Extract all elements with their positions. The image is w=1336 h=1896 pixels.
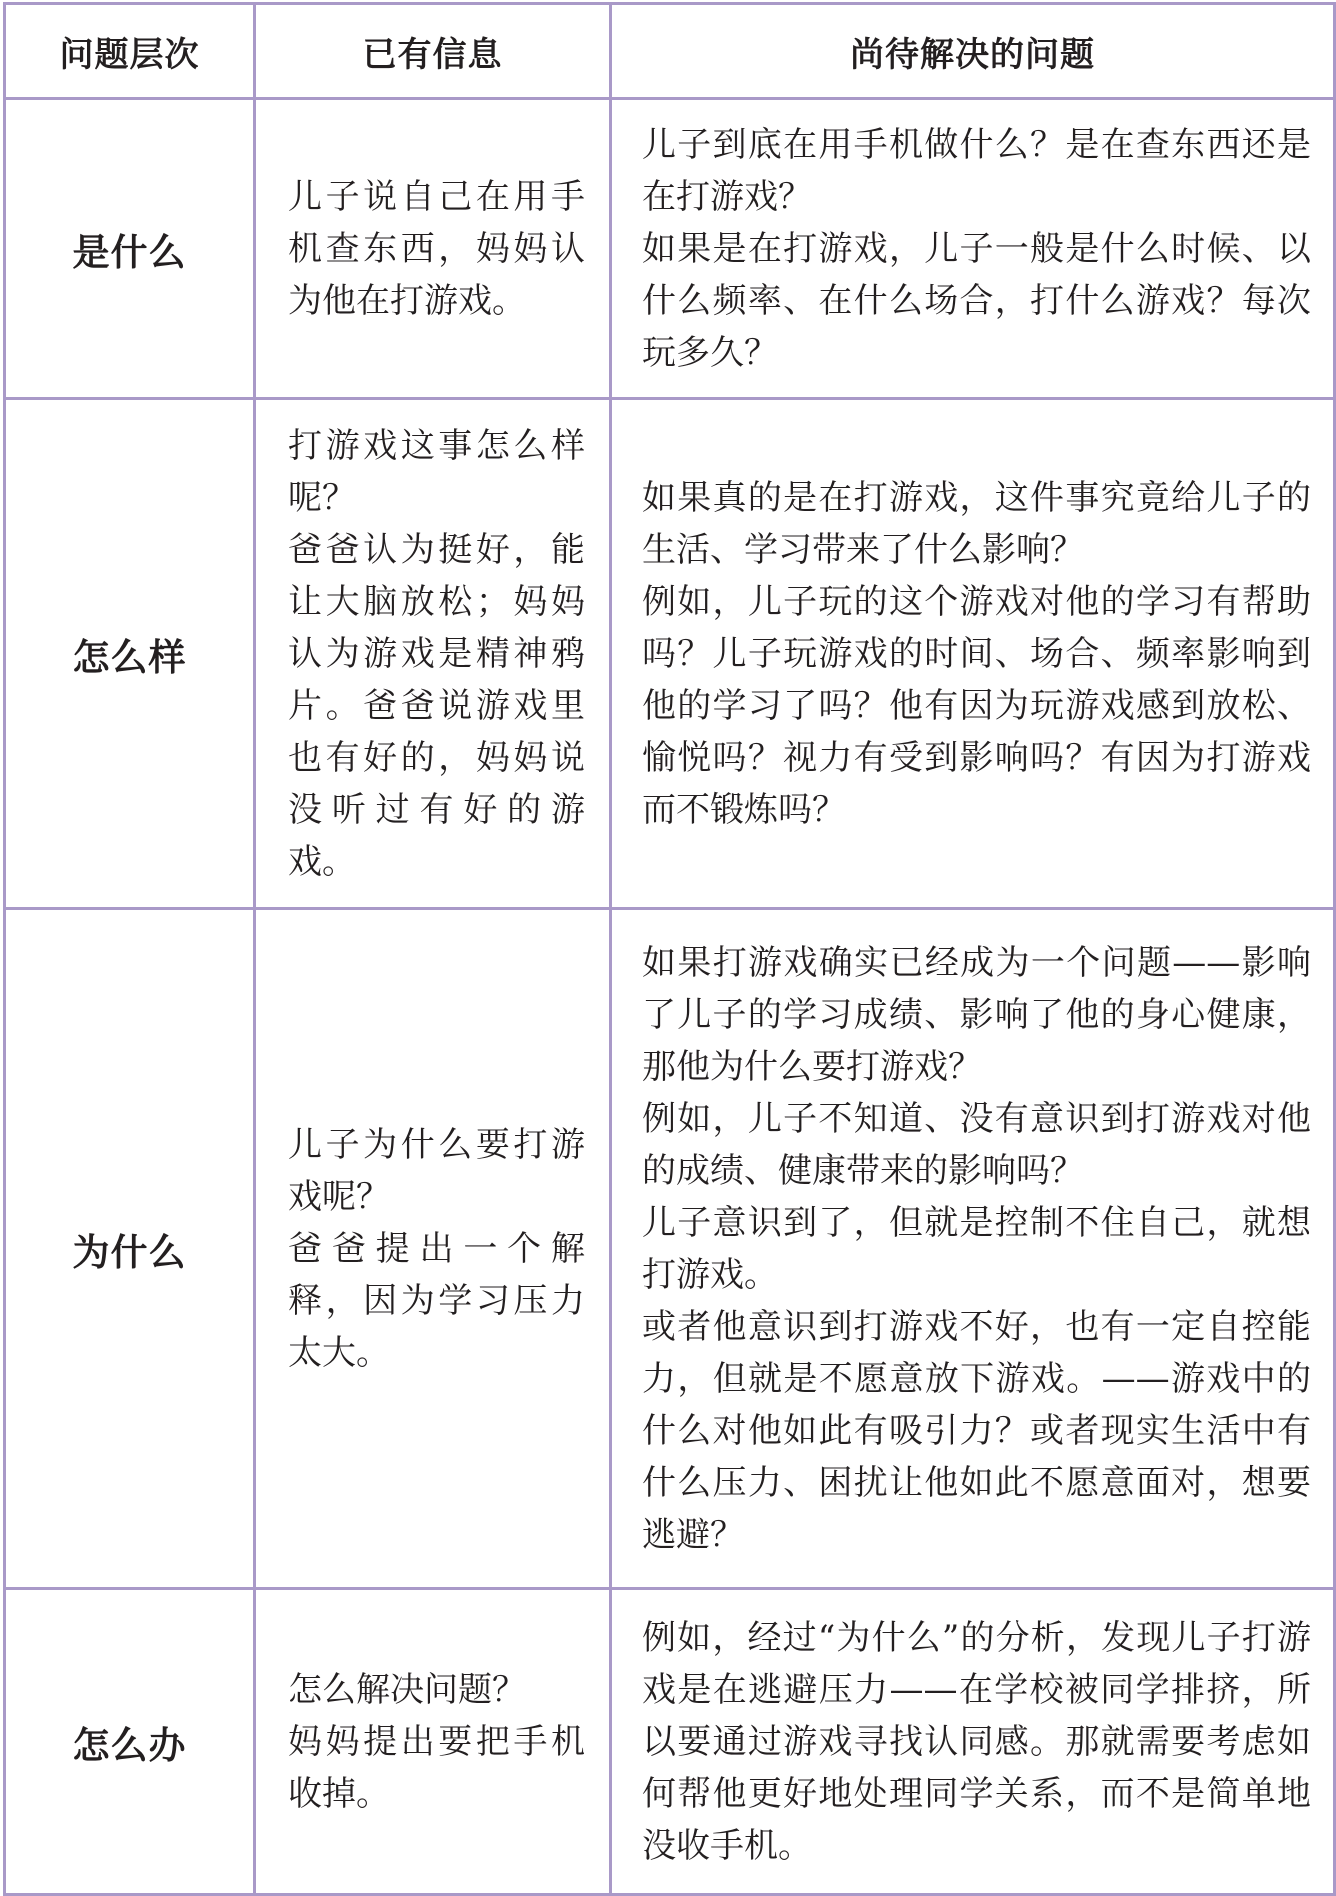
- table-row-how-is-it: [5, 399, 1335, 909]
- header-row: [5, 4, 1335, 99]
- known-info-text: 妈妈提出要把手机收掉。: [288, 1721, 585, 1814]
- header-open-questions: 尚待解决的问题: [611, 4, 1335, 99]
- open-question-text: 例如，经过“为什么”的分析，发现儿子打游戏是在逃避压力——在学校被同学排挤，所以要通过游戏寻找认同感。那就需要考虑如何帮他更好地处理同学关系，而不是简单地没收手机。: [642, 1617, 1311, 1866]
- open-question-text: 如果打游戏确实已经成为一个问题——影响了儿子的学习成绩、影响了他的身心健康，那他为什么要打游戏？: [642, 942, 1311, 1087]
- open-question-text: 儿子意识到了，但就是控制不住自己，就想打游戏。: [642, 1202, 1311, 1295]
- header-known-info: 已有信息: [255, 4, 611, 99]
- known-info-text: 爸爸认为挺好，能让大脑放松；妈妈认为游戏是精神鸦片。爸爸说游戏里也有好的，妈妈说没听过有好的游戏。: [288, 529, 585, 882]
- table-row-what: [5, 99, 1335, 399]
- open-questions-cell: [611, 399, 1335, 909]
- level-cell: 怎么样: [5, 399, 255, 909]
- known-info-cell: [255, 909, 611, 1589]
- open-questions-cell: [611, 99, 1335, 399]
- open-question-text: 如果真的是在打游戏，这件事究竟给儿子的生活、学习带来了什么影响？: [642, 477, 1311, 570]
- open-questions-cell: [611, 909, 1335, 1589]
- open-question-text: 如果是在打游戏，儿子一般是什么时候、以什么频率、在什么场合，打什么游戏？每次玩多久？: [642, 228, 1311, 373]
- table-row-why: [5, 909, 1335, 1589]
- known-info-text: 儿子为什么要打游戏呢？: [288, 1124, 585, 1217]
- level-cell: 是什么: [5, 99, 255, 399]
- known-info-text: 怎么解决问题？: [288, 1669, 526, 1710]
- known-info-cell: [255, 1589, 611, 1895]
- known-info-cell: [255, 99, 611, 399]
- open-question-text: 儿子到底在用手机做什么？是在查东西还是在打游戏？: [642, 124, 1311, 217]
- known-info-text: 儿子说自己在用手机查东西，妈妈认为他在打游戏。: [288, 176, 585, 321]
- level-cell: 怎么办: [5, 1589, 255, 1895]
- open-question-text: 例如，儿子不知道、没有意识到打游戏对他的成绩、健康带来的影响吗？: [642, 1098, 1311, 1191]
- open-questions-cell: [611, 1589, 1335, 1895]
- open-question-text: 例如，儿子玩的这个游戏对他的学习有帮助吗？儿子玩游戏的时间、场合、频率影响到他的学习了吗？他有因为玩游戏感到放松、愉悦吗？视力有受到影响吗？有因为打游戏而不锻炼吗？: [642, 581, 1311, 830]
- known-info-cell: [255, 399, 611, 909]
- table-row-what-to-do: [5, 1589, 1335, 1895]
- problem-analysis-table: [3, 2, 1336, 1896]
- level-cell: 为什么: [5, 909, 255, 1589]
- header-level: 问题层次: [5, 4, 255, 99]
- open-question-text: 或者他意识到打游戏不好，也有一定自控能力，但就是不愿意放下游戏。——游戏中的什么对他如此有吸引力？或者现实生活中有什么压力、困扰让他如此不愿意面对，想要逃避？: [642, 1306, 1311, 1555]
- known-info-text: 打游戏这事怎么样呢？: [288, 425, 585, 518]
- known-info-text: 爸爸提出一个解释，因为学习压力太大。: [288, 1228, 585, 1373]
